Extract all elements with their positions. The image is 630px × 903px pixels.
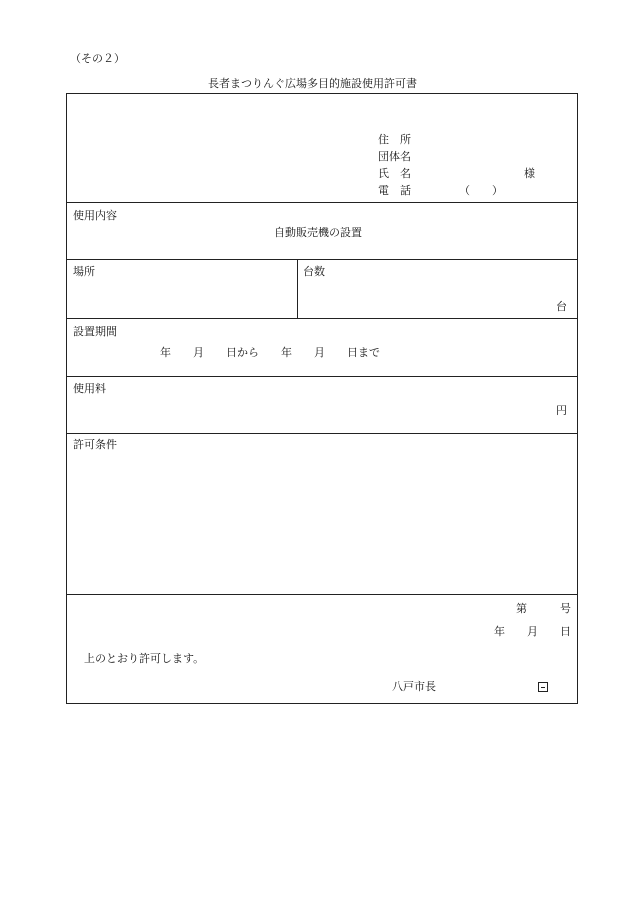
divider-location: [67, 318, 577, 319]
group-name-label: 団体名: [378, 150, 411, 163]
seal-mark-icon: [538, 682, 548, 692]
address-label: 住 所: [378, 133, 411, 146]
permit-form: [66, 93, 578, 704]
phone-area-code: （ ）: [459, 184, 503, 197]
usage-label: 使用内容: [73, 209, 117, 222]
issuer-title: 八戸市長: [392, 680, 436, 693]
page-title: 長者まつりんぐ広場多目的施設使用許可書: [208, 77, 417, 90]
conditions-label: 許可条件: [73, 438, 117, 451]
count-unit: 台: [556, 300, 567, 313]
approval-date: 年 月 日: [494, 625, 571, 638]
period-text: 年 月 日から 年 月 日まで: [160, 346, 380, 359]
form-sub-label: （その２）: [70, 52, 125, 65]
phone-label: 電 話: [378, 184, 411, 197]
permit-number: 第 号: [516, 602, 571, 615]
fee-label: 使用料: [73, 382, 106, 395]
approval-statement: 上のとおり許可します。: [84, 652, 205, 665]
honorific-sama: 様: [524, 167, 535, 180]
fee-unit: 円: [556, 404, 567, 417]
period-label: 設置期間: [73, 325, 117, 338]
divider-location-count: [297, 259, 298, 318]
name-label: 氏 名: [378, 167, 411, 180]
divider-fee: [67, 433, 577, 434]
usage-value: 自動販売機の設置: [274, 226, 362, 239]
location-label: 場所: [73, 265, 95, 278]
divider-usage: [67, 259, 577, 260]
count-label: 台数: [303, 265, 325, 278]
divider-period: [67, 376, 577, 377]
divider-conditions: [67, 594, 577, 595]
divider-applicant: [67, 202, 577, 203]
